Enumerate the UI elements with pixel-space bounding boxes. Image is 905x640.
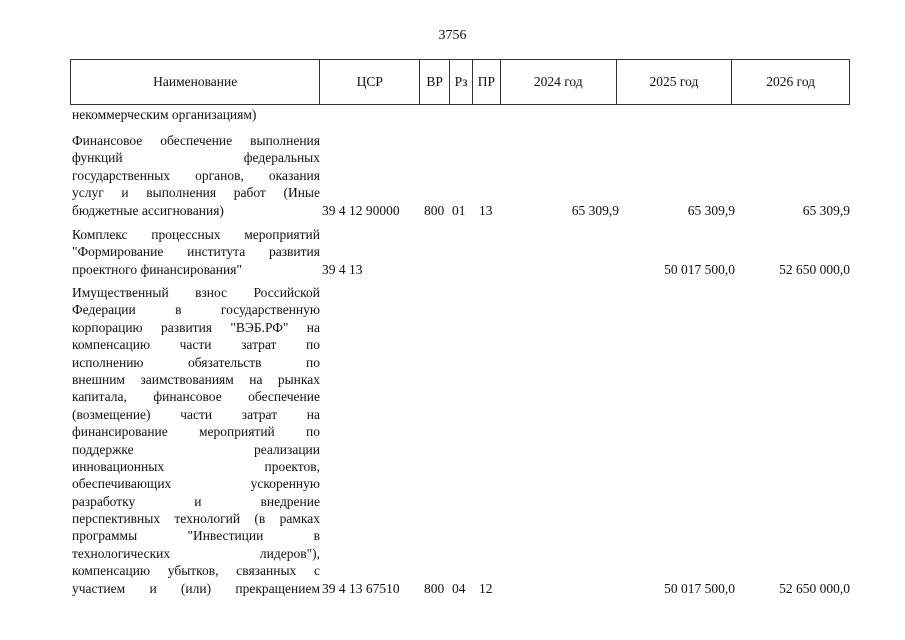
row-description-line: перспективных технологий (в рамках — [72, 511, 320, 527]
row-vr: 800 — [424, 580, 445, 596]
row-rz: 04 — [452, 580, 466, 596]
row-description-line: Имущественный взнос Российской — [72, 285, 320, 300]
row-description-line: корпорацию развития "ВЭБ.РФ" на — [72, 319, 320, 335]
row-description — [72, 226, 320, 278]
row-csr: 39 4 12 90000 — [322, 202, 400, 218]
row-description-line: компенсацию убытков, связанных с — [72, 563, 320, 579]
table-row — [70, 284, 850, 604]
header-rz: Рз — [450, 60, 473, 104]
row-description-line: программы "Инвестиции в — [72, 528, 320, 544]
header-csr: ЦСР — [320, 60, 420, 104]
table-row — [70, 132, 850, 220]
table-header — [70, 59, 850, 105]
header-2024: 2024 год — [501, 60, 617, 104]
row-description-line: разработку и внедрение — [72, 493, 320, 509]
row-description-line: капитала, финансовое обеспечение — [72, 389, 320, 405]
row-description-line: бюджетные ассигнования) — [72, 202, 224, 218]
row-2026: 52 650 000,0 — [779, 261, 850, 277]
row-pr: 12 — [479, 580, 493, 596]
row-description-line: поддержке реализации — [72, 441, 320, 457]
row-description — [72, 106, 320, 123]
row-description-line: компенсацию части затрат по — [72, 337, 320, 353]
row-2026: 65 309,9 — [802, 202, 850, 218]
row-description-line: инновационных проектов, — [72, 458, 320, 474]
table-row — [70, 226, 850, 280]
row-description-line: некоммерческим организациям) — [72, 107, 257, 122]
row-description-line: функций федеральных — [72, 150, 320, 166]
table-row — [70, 106, 850, 124]
row-2025: 50 017 500,0 — [664, 261, 735, 277]
row-description-line: Федерации в государственную — [72, 302, 320, 318]
row-description-line: Комплекс процессных мероприятий — [72, 227, 320, 242]
row-description-line: проектного финансирования" — [72, 261, 242, 277]
row-description-line: (возмещение) части затрат на — [72, 406, 320, 422]
row-2024: 65 309,9 — [571, 202, 619, 218]
row-csr: 39 4 13 67510 — [322, 580, 400, 596]
row-2026: 52 650 000,0 — [779, 580, 850, 596]
header-2026: 2026 год — [766, 74, 816, 89]
page-number: 3756 — [438, 28, 467, 43]
row-description-line: услуг и выполнения работ (Иные — [72, 185, 320, 201]
row-description-line: исполнению обязательств по — [72, 354, 320, 370]
row-description-line: государственных органов, оказания — [72, 167, 320, 183]
row-2025: 65 309,9 — [687, 202, 735, 218]
row-description-line: технологических лидеров"), — [72, 545, 320, 561]
row-csr: 39 4 13 — [322, 261, 363, 277]
row-rz: 01 — [452, 202, 466, 218]
row-vr: 800 — [424, 202, 445, 218]
row-description-line: "Формирование института развития — [72, 244, 320, 260]
row-description — [72, 132, 320, 219]
row-description-line: обеспечивающих ускоренную — [72, 476, 320, 492]
header-name: Наименование — [71, 60, 320, 104]
header-2025: 2025 год — [617, 60, 733, 104]
row-description — [72, 284, 320, 597]
header-pr: ПР — [473, 60, 501, 104]
row-description-line: Финансовое обеспечение выполнения — [72, 133, 320, 148]
row-2025: 50 017 500,0 — [664, 580, 735, 596]
row-pr: 13 — [479, 202, 493, 218]
row-description-line: внешним заимствованиям на рынках — [72, 371, 320, 387]
row-description-line: участием и (или) прекращением — [72, 580, 320, 596]
header-vr: ВР — [420, 60, 450, 104]
row-description-line: финансирование мероприятий по — [72, 424, 320, 440]
